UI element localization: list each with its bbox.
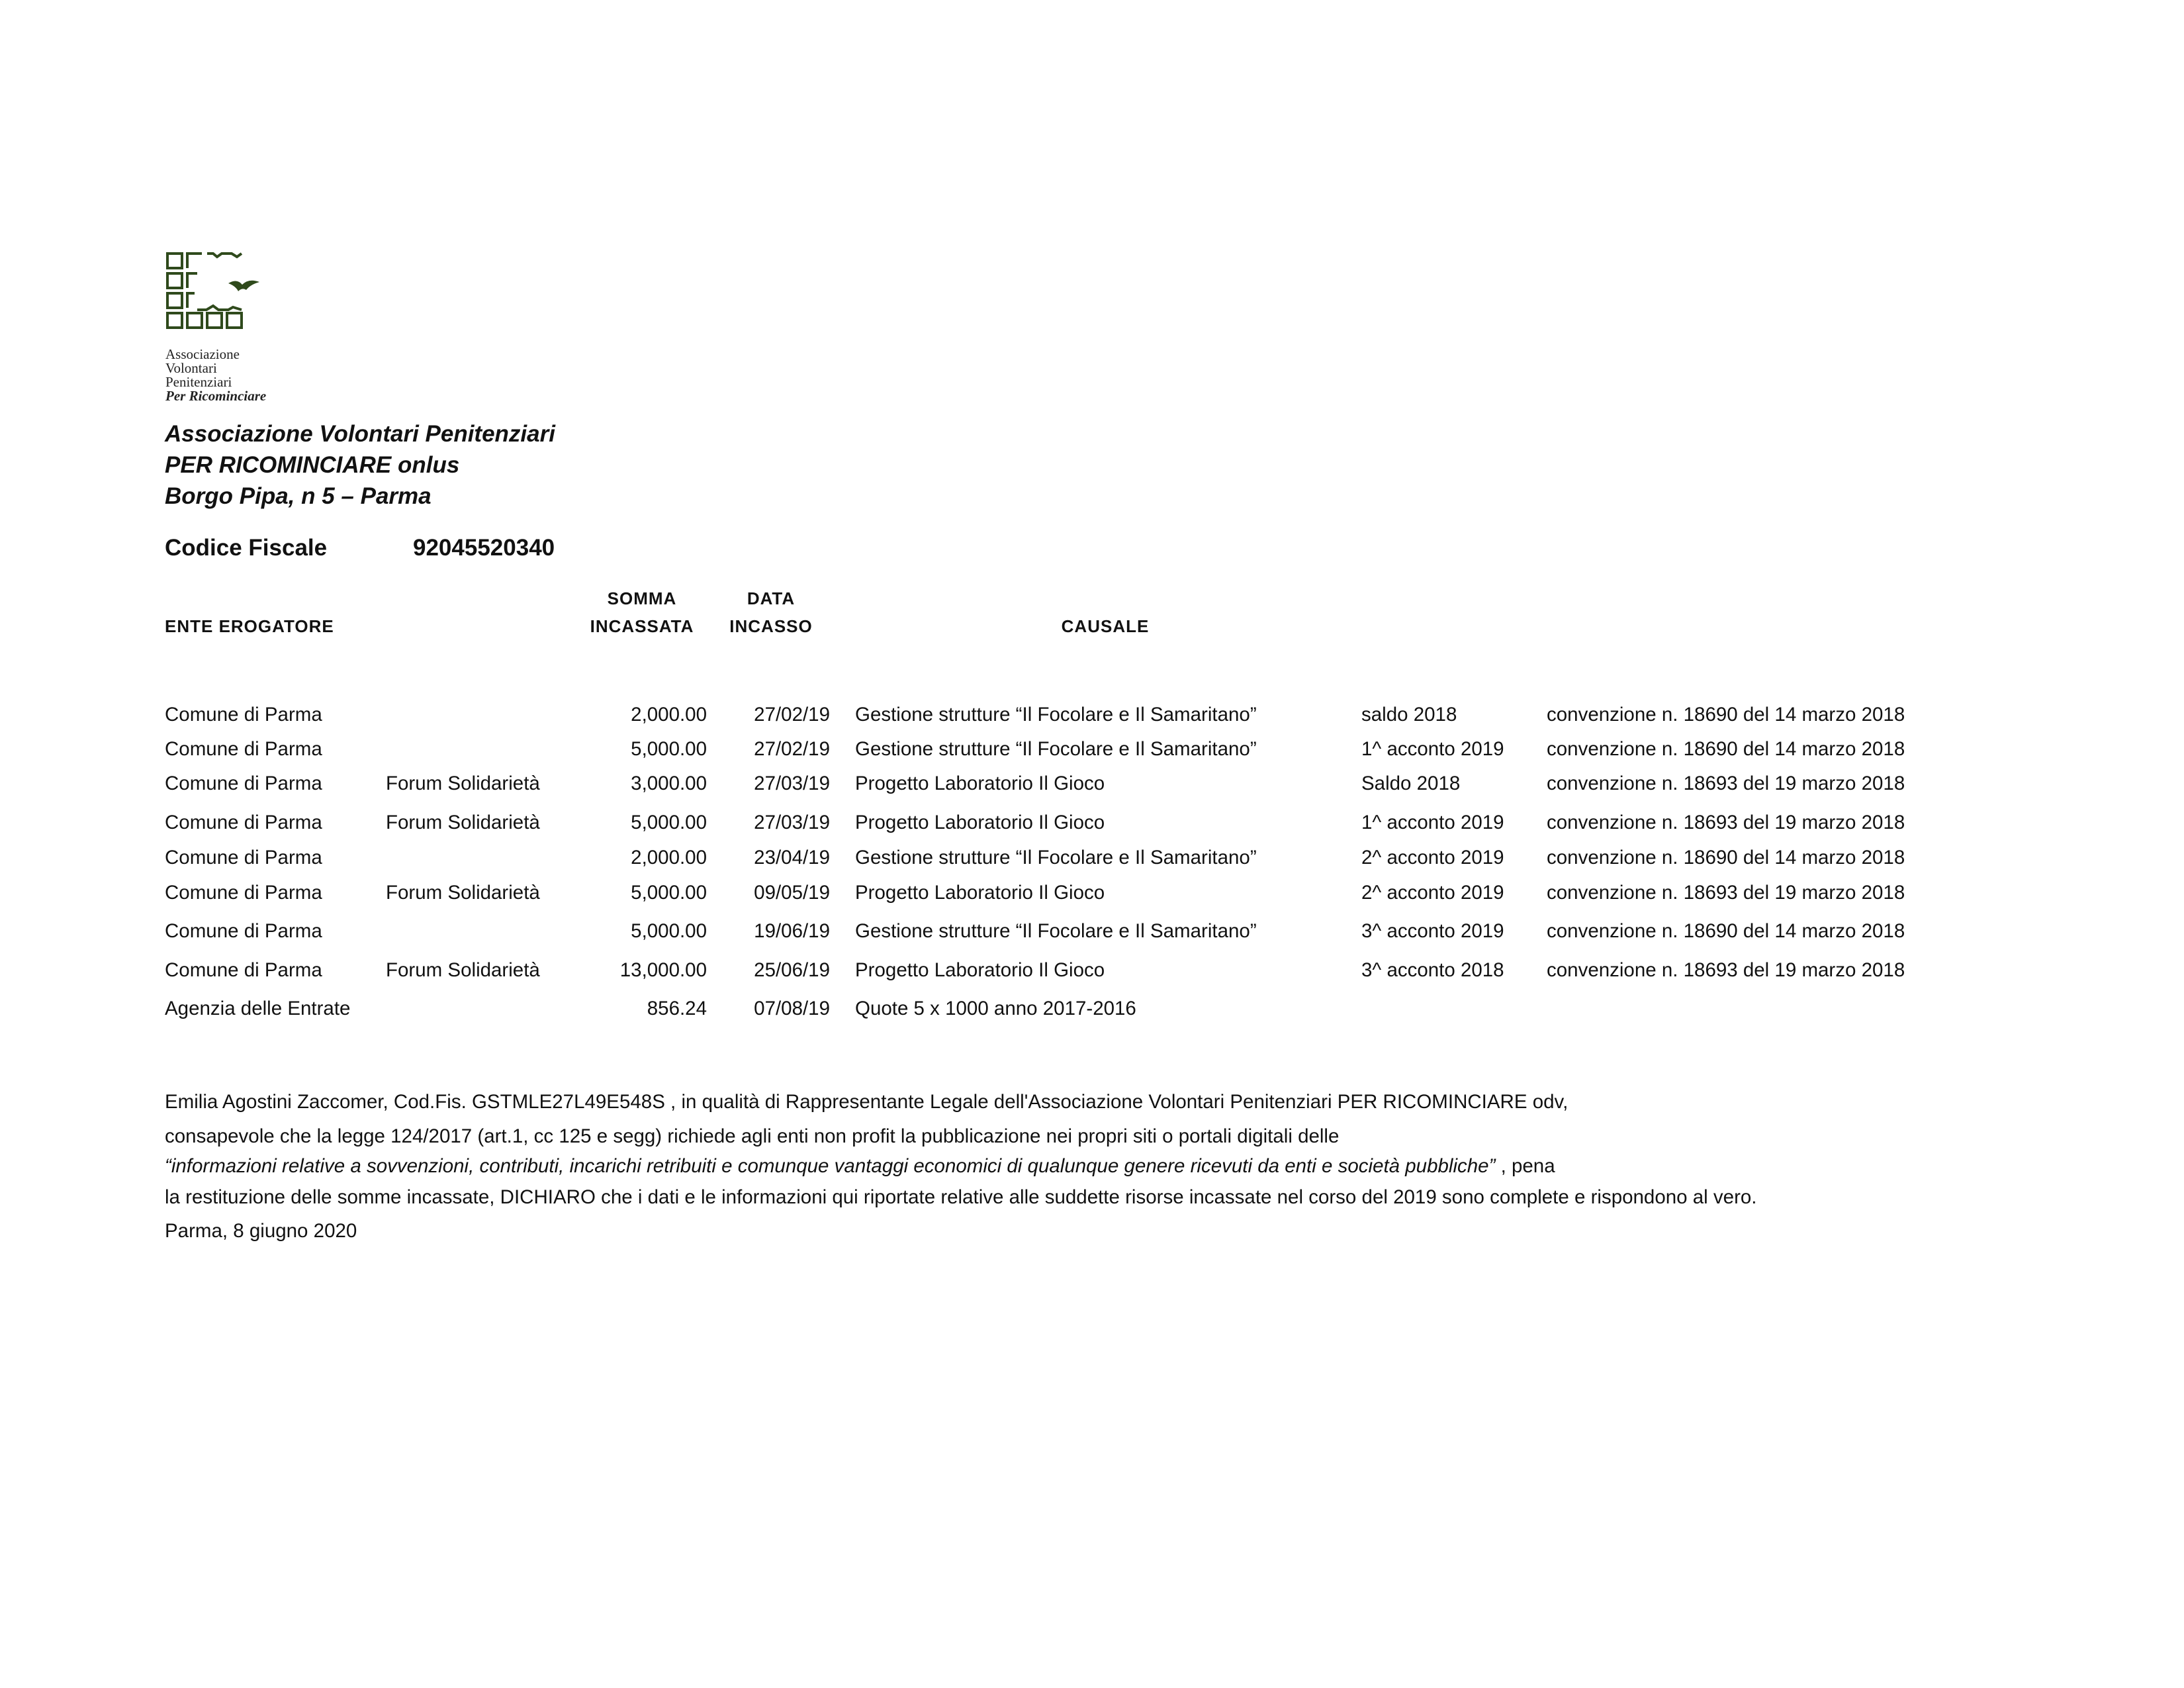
amount-cell: 856.24	[647, 998, 707, 1019]
association-logo	[165, 252, 291, 341]
installment-cell: Saldo 2018	[1361, 773, 1461, 794]
agreement-cell: convenzione n. 18690 del 14 marzo 2018	[1547, 704, 1905, 726]
declaration-line-1: Emilia Agostini Zaccomer, Cod.Fis. GSTMLE27L49E548S , in qualità di Rappresentante Legale dell'Associazione Volontari Penitenziari PER RICOMINCIARE odv,	[165, 1091, 1569, 1113]
amount-cell: 5,000.00	[631, 920, 707, 942]
sub-ente-cell: Forum Solidarietà	[386, 812, 540, 833]
amount-cell: 2,000.00	[631, 704, 707, 726]
org-subtitle: PER RICOMINCIARE onlus	[165, 452, 460, 478]
fiscal-code-label: Codice Fiscale	[165, 535, 328, 561]
ente-cell: Comune di Parma	[165, 959, 322, 981]
date-cell: 27/03/19	[754, 812, 830, 833]
ente-cell: Comune di Parma	[165, 882, 322, 904]
agreement-cell: convenzione n. 18690 del 14 marzo 2018	[1547, 847, 1905, 868]
logo-caption-line-2: Volontari	[165, 360, 217, 376]
agreement-cell: convenzione n. 18690 del 14 marzo 2018	[1547, 920, 1905, 942]
installment-cell: 3^ acconto 2019	[1361, 920, 1504, 942]
agreement-cell: convenzione n. 18693 del 19 marzo 2018	[1547, 882, 1905, 904]
ente-cell: Comune di Parma	[165, 847, 322, 868]
ente-cell: Agenzia delle Entrate	[165, 998, 351, 1019]
date-cell: 19/06/19	[754, 920, 830, 942]
ente-cell: Comune di Parma	[165, 773, 322, 794]
installment-cell: 2^ acconto 2019	[1361, 882, 1504, 904]
causale-cell: Progetto Laboratorio Il Gioco	[855, 882, 1105, 904]
date-cell: 27/03/19	[754, 773, 830, 794]
header-data-incasso: DATA INCASSO	[729, 588, 813, 636]
org-name: Associazione Volontari Penitenziari	[165, 421, 555, 447]
declaration-line-2: consapevole che la legge 124/2017 (art.1, cc 125 e segg) richiede agli enti non profit la pubblicazione nei propri siti o portali digitali delle	[165, 1125, 1340, 1147]
installment-cell: 2^ acconto 2019	[1361, 847, 1504, 868]
sub-ente-cell: Forum Solidarietà	[386, 882, 540, 904]
place-and-date: Parma, 8 giugno 2020	[165, 1220, 357, 1242]
declaration-line-3: “informazioni relative a sovvenzioni, contributi, incarichi retribuiti e comunque vantaggi economici di qualunque genere ricevuti da enti e società pubbliche” , pena	[165, 1155, 1555, 1177]
date-cell: 27/02/19	[754, 704, 830, 726]
agreement-cell: convenzione n. 18690 del 14 marzo 2018	[1547, 738, 1905, 760]
ente-cell: Comune di Parma	[165, 704, 322, 726]
logo-caption-line-4: Per Ricominciare	[165, 388, 267, 404]
amount-cell: 5,000.00	[631, 882, 707, 904]
causale-cell: Progetto Laboratorio Il Gioco	[855, 812, 1105, 833]
agreement-cell: convenzione n. 18693 del 19 marzo 2018	[1547, 812, 1905, 833]
sub-ente-cell: Forum Solidarietà	[386, 773, 540, 794]
logo-caption-line-3: Penitenziari	[165, 374, 232, 390]
logo-caption-line-1: Associazione	[165, 346, 240, 362]
header-somma-incassata: SOMMA INCASSATA	[590, 588, 694, 636]
causale-cell: Quote 5 x 1000 anno 2017-2016	[855, 998, 1136, 1019]
ente-cell: Comune di Parma	[165, 738, 322, 760]
header-ente-erogatore: ENTE EROGATORE	[165, 616, 334, 636]
causale-cell: Gestione strutture “Il Focolare e Il Samaritano”	[855, 920, 1257, 942]
declaration-line-4: la restituzione delle somme incassate, DICHIARO che i dati e le informazioni qui riportate relative alle suddette risorse incassate nel corso del 2019 sono complete e rispondono al vero.	[165, 1186, 1757, 1208]
date-cell: 25/06/19	[754, 959, 830, 981]
date-cell: 07/08/19	[754, 998, 830, 1019]
agreement-cell: convenzione n. 18693 del 19 marzo 2018	[1547, 773, 1905, 794]
causale-cell: Progetto Laboratorio Il Gioco	[855, 773, 1105, 794]
causale-cell: Gestione strutture “Il Focolare e Il Samaritano”	[855, 738, 1257, 760]
installment-cell: 1^ acconto 2019	[1361, 812, 1504, 833]
amount-cell: 3,000.00	[631, 773, 707, 794]
fiscal-code-value: 92045520340	[413, 535, 555, 561]
causale-cell: Gestione strutture “Il Focolare e Il Samaritano”	[855, 704, 1257, 726]
amount-cell: 13,000.00	[619, 959, 707, 981]
installment-cell: 1^ acconto 2019	[1361, 738, 1504, 760]
amount-cell: 5,000.00	[631, 738, 707, 760]
header-causale: CAUSALE	[1061, 616, 1150, 636]
ente-cell: Comune di Parma	[165, 920, 322, 942]
date-cell: 27/02/19	[754, 738, 830, 760]
causale-cell: Gestione strutture “Il Focolare e Il Samaritano”	[855, 847, 1257, 868]
amount-cell: 5,000.00	[631, 812, 707, 833]
ente-cell: Comune di Parma	[165, 812, 322, 833]
org-address: Borgo Pipa, n 5 – Parma	[165, 483, 432, 509]
installment-cell: 3^ acconto 2018	[1361, 959, 1504, 981]
date-cell: 09/05/19	[754, 882, 830, 904]
installment-cell: saldo 2018	[1361, 704, 1457, 726]
agreement-cell: convenzione n. 18693 del 19 marzo 2018	[1547, 959, 1905, 981]
date-cell: 23/04/19	[754, 847, 830, 868]
causale-cell: Progetto Laboratorio Il Gioco	[855, 959, 1105, 981]
sub-ente-cell: Forum Solidarietà	[386, 959, 540, 981]
amount-cell: 2,000.00	[631, 847, 707, 868]
